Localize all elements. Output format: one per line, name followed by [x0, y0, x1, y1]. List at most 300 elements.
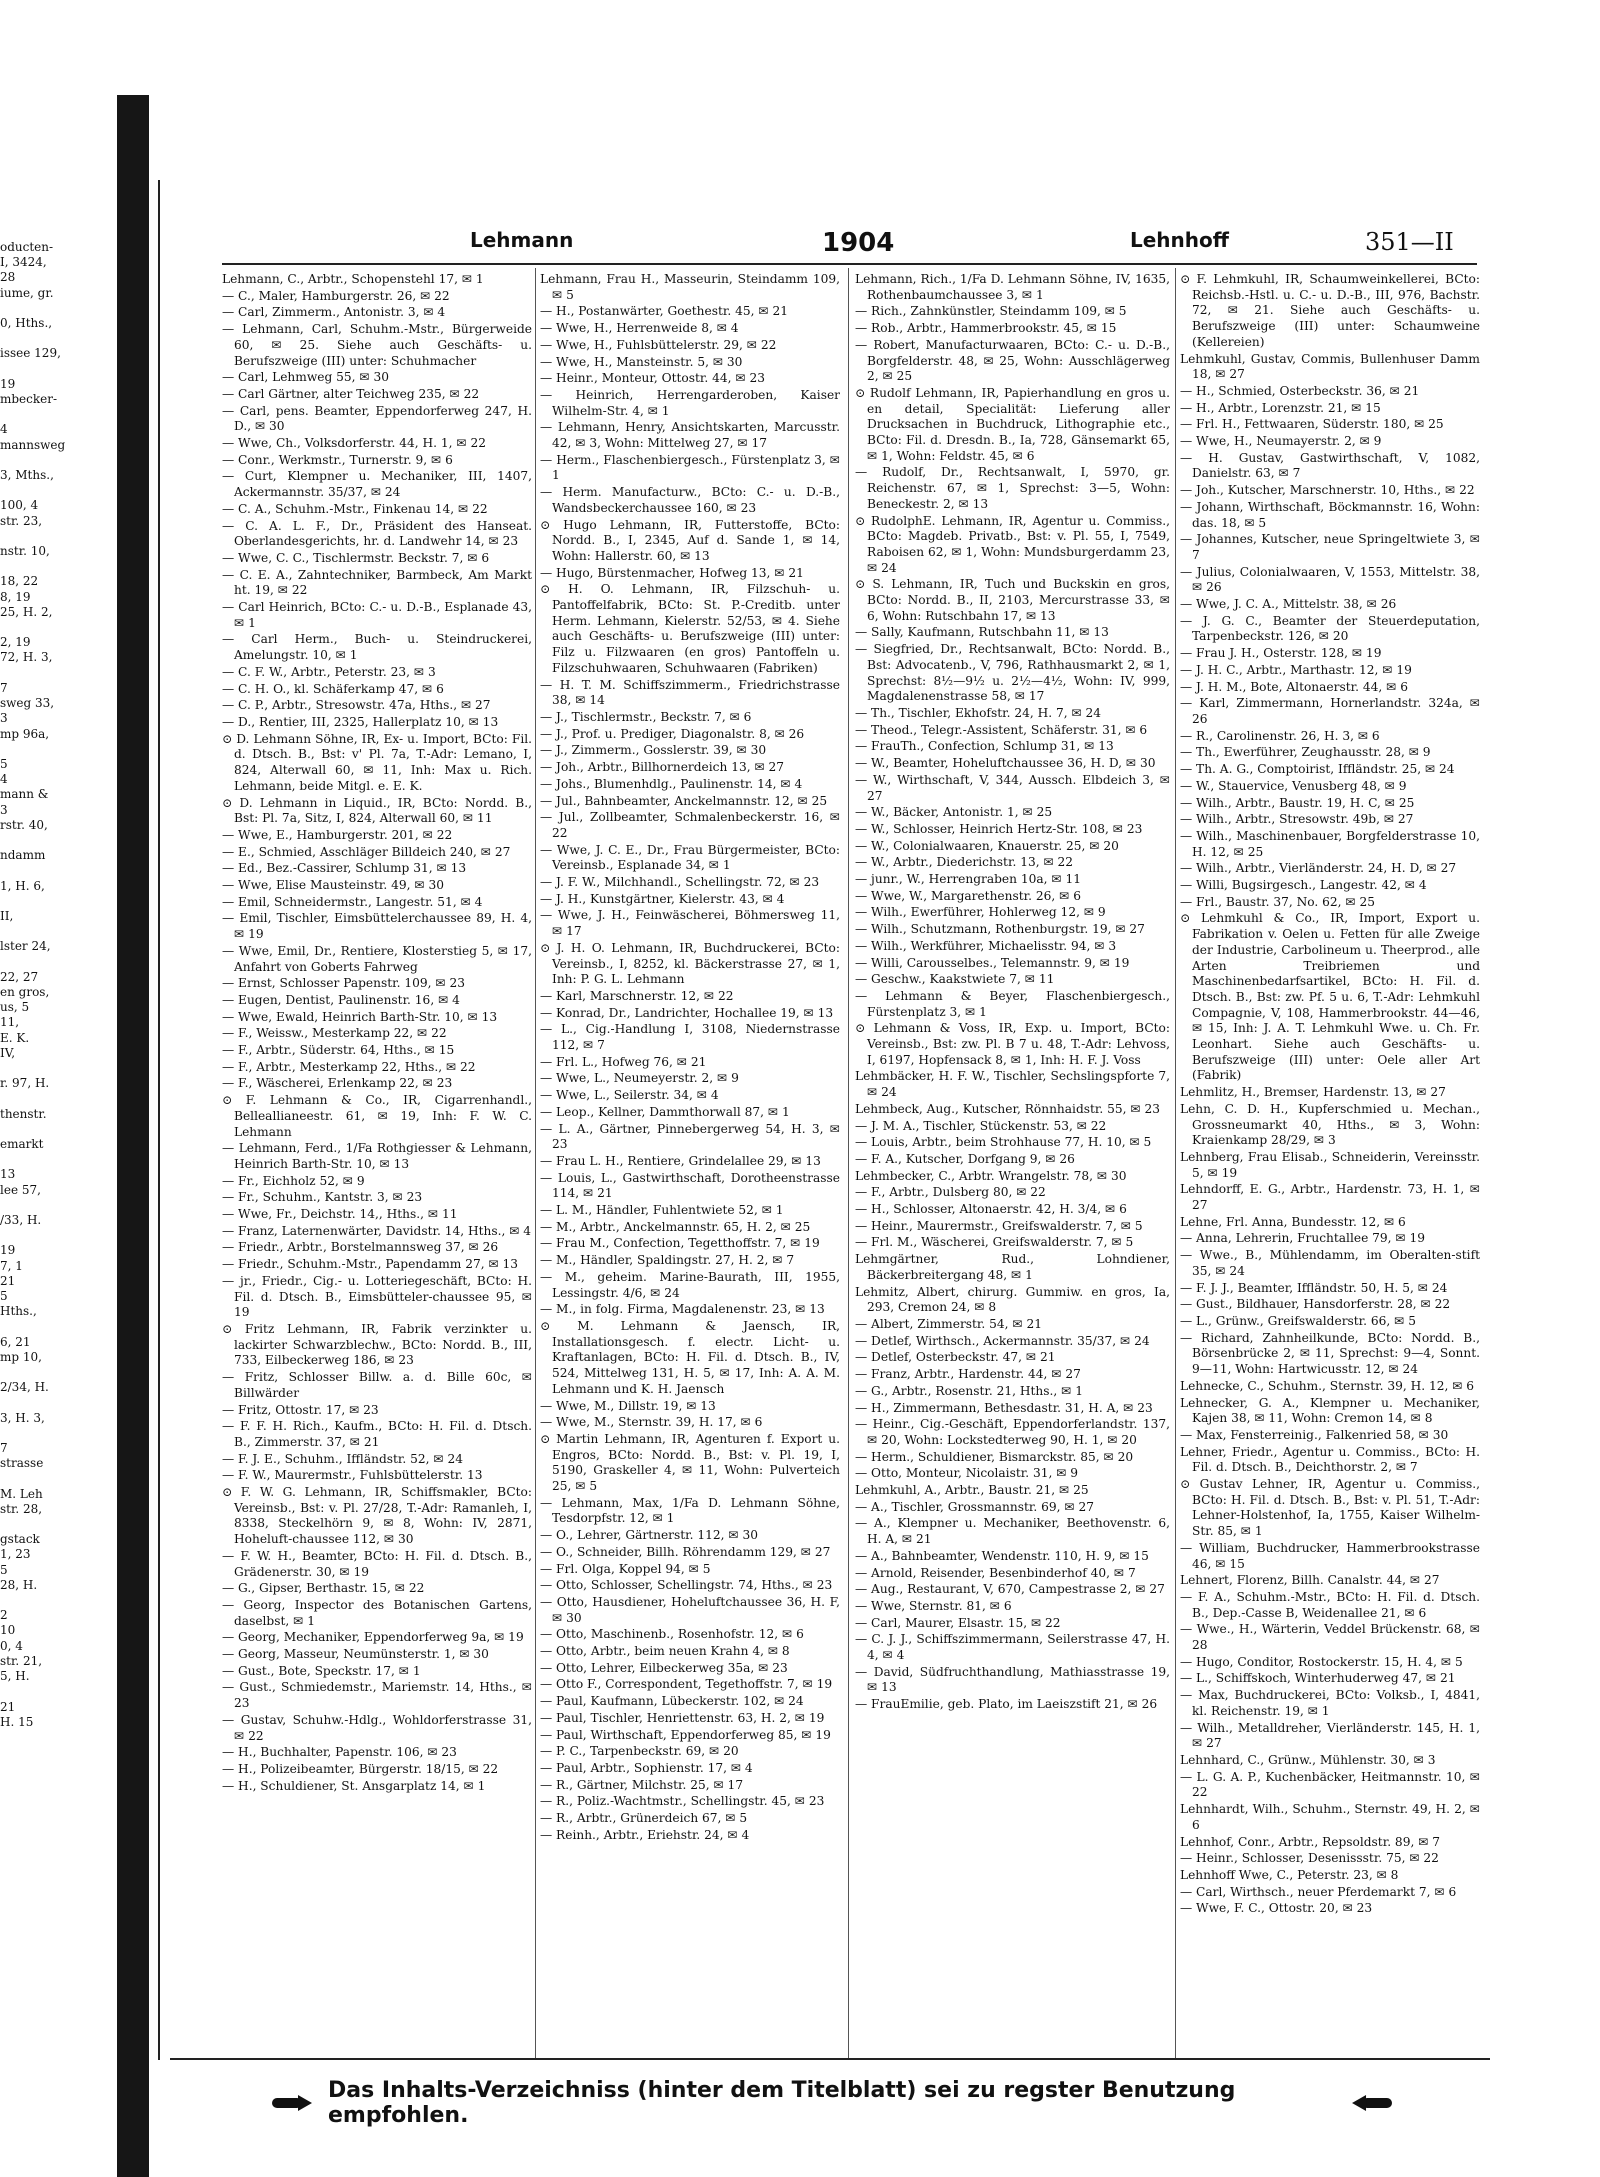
directory-entry: — Wilh., Ewerführer, Hohlerweg 12, ✉ 9: [855, 905, 1106, 920]
directory-entry: — Louis, Arbtr., beim Strohhause 77, H. 10, ✉ 5: [855, 1135, 1152, 1150]
fragment-line: [0, 1319, 112, 1334]
directory-entry: — Reinh., Arbtr., Eriehstr. 24, ✉ 4: [540, 1827, 750, 1842]
directory-entry: — Otto, Monteur, Nicolaistr. 31, ✉ 9: [855, 1466, 1079, 1481]
fragment-line: rstr. 40,: [0, 817, 48, 832]
directory-entry: — Carl, Maurer, Elsastr. 15, ✉ 22: [855, 1615, 1061, 1630]
book-spine: [117, 95, 149, 2177]
fragment-line: lee 57,: [0, 1182, 41, 1197]
directory-entry: — F. J. E., Schuhm., Iffländstr. 52, ✉ 24: [222, 1451, 463, 1466]
directory-entry: — Wilh., Arbtr., Baustr. 19, H. C, ✉ 25: [1180, 795, 1415, 810]
directory-entry: — Th. A. G., Comptoirist, Iffländstr. 25, ✉ 24: [1180, 762, 1455, 777]
fragment-line: [0, 1228, 112, 1243]
directory-entry: — C. J. J., Schiffszimmermann, Seilerstrasse 47, H. 4, ✉ 4: [855, 1632, 1170, 1663]
directory-entry: — R., Gärtner, Milchstr. 25, ✉ 17: [540, 1777, 744, 1792]
directory-entry: — H., Schlosser, Altonaerstr. 42, H. 3/4, ✉ 6: [855, 1202, 1127, 1217]
page-edge-rule: [158, 180, 160, 2060]
directory-entry: — Theod., Telegr.-Assistent, Schäferstr. 31, ✉ 6: [855, 722, 1148, 737]
footer-notice: [272, 2078, 1392, 2128]
fragment-line: [0, 453, 112, 468]
directory-entry: Lehmbäcker, H. F. W., Tischler, Sechslingspforte 7, ✉ 24: [855, 1069, 1170, 1100]
directory-entry: Lehmbecker, C., Arbtr. Wrangelstr. 78, ✉ 30: [855, 1168, 1127, 1183]
directory-entry: — Max, Buchdruckerei, BCto: Volksb., I, 4841, kl. Reichenstr. 19, ✉ 1: [1180, 1688, 1480, 1718]
footer-rule: [170, 2058, 1490, 2060]
directory-entry: Lehmkuhl, Gustav, Commis, Bullenhuser Damm 18, ✉ 27: [1180, 351, 1480, 382]
fragment-line: 18, 22: [0, 574, 39, 589]
directory-entry: — L. M., Händler, Fuhlentwiete 52, ✉ 1: [540, 1203, 784, 1218]
directory-entry: ⊙ M. Lehmann & Jaensch, IR, Installationsgesch. f. electr. Licht- u. Kraftanlagen, BCto: H. Fil. d. Dtsch. B., IV, 524, Mittelweg 131, H. 5, ✉ 17, Inh: A. A. M. Lehmann und K. H. Jaensch: [540, 1319, 840, 1396]
directory-entry: — Gust., Schmiedemstr., Mariemstr. 14, Hths., ✉ 23: [222, 1680, 532, 1711]
fragment-line: [0, 529, 112, 544]
directory-entry: — M., in folg. Firma, Magdalenenstr. 23, ✉ 13: [540, 1302, 825, 1317]
column-3: [855, 272, 1170, 2057]
directory-entry: — Carl, Wirthsch., neuer Pferdemarkt 7, ✉ 6: [1180, 1884, 1457, 1899]
directory-entry: Lehmbeck, Aug., Kutscher, Rönnhaidstr. 55, ✉ 23: [855, 1101, 1160, 1116]
fragment-line: 0, 4: [0, 1638, 23, 1653]
directory-entry: ⊙ Gustav Lehner, IR, Agentur u. Commiss., BCto: H. Fil. d. Dtsch. B., Bst: v. Pl. 51, T.-Adr: Lehner-Holstenhof, Ia, 1755, Kaiser Wilhelm-Str. 85, ✉ 1: [1180, 1477, 1480, 1539]
directory-entry: Lehnhardt, Wilh., Schuhm., Sternstr. 49, H. 2, ✉ 6: [1180, 1802, 1480, 1832]
directory-entry: Lehnecker, G. A., Klempner u. Mechaniker, Kajen 38, ✉ 11, Wohn: Cremon 14, ✉ 8: [1180, 1395, 1480, 1426]
directory-entry: — Frl. H., Fettwaaren, Süderstr. 180, ✉ 25: [1180, 417, 1444, 432]
directory-entry: — Julius, Colonialwaaren, V, 1553, Mittelstr. 38, ✉ 26: [1180, 564, 1480, 595]
directory-entry: — Wilh., Maschinenbauer, Borgfelderstrasse 10, H. 12, ✉ 25: [1180, 828, 1480, 859]
fragment-line: /33, H.: [0, 1213, 42, 1227]
directory-entry: — Carl Herm., Buch- u. Steindruckerei, Amelungstr. 10, ✉ 1: [222, 632, 532, 663]
directory-entry: — L., Schiffskoch, Winterhuderweg 47, ✉ 21: [1180, 1671, 1456, 1686]
directory-entry: — Max, Fensterreinig., Falkenried 58, ✉ 30: [1180, 1427, 1449, 1442]
directory-entry: — Otto F., Correspondent, Tegethoffstr. 7, ✉ 19: [540, 1677, 833, 1692]
directory-entry: — L., Grünw., Greifswalderstr. 66, ✉ 5: [1180, 1314, 1416, 1328]
directory-entry: — Joh., Arbtr., Billhornerdeich 13, ✉ 27: [540, 760, 785, 775]
directory-entry: — Eugen, Dentist, Paulinenstr. 16, ✉ 4: [222, 992, 460, 1007]
fragment-line: 3, Mths.,: [0, 468, 54, 483]
directory-entry: — H., Polizeibeamter, Bürgerstr. 18/15, ✉ 22: [222, 1761, 499, 1776]
directory-entry: — R., Carolinenstr. 26, H. 3, ✉ 6: [1180, 728, 1380, 743]
directory-entry: — Georg, Inspector des Botanischen Gartens, daselbst, ✉ 1: [222, 1597, 532, 1628]
directory-entry: — William, Buchdrucker, Hammerbrookstrasse 46, ✉ 15: [1180, 1540, 1480, 1571]
fragment-line: lster 24,: [0, 939, 51, 954]
fragment-line: I, 3424,: [0, 255, 47, 270]
directory-entry: — C. A. L. F., Dr., Präsident des Hanseat. Oberlandesgerichts, hr. d. Landwehr 14, ✉ 23: [222, 518, 532, 549]
directory-entry: — Herm., Flaschenbiergesch., Fürstenplatz 3, ✉ 1: [540, 452, 840, 483]
fragment-line: 13: [0, 1167, 16, 1182]
directory-entry: — Otto, Hausdiener, Hoheluftchaussee 36, H. F, ✉ 30: [540, 1594, 840, 1625]
directory-entry: — Rudolf, Dr., Rechtsanwalt, I, 5970, gr. Reichenstr. 67, ✉ 1, Sprechst: 3—5, Wohn: Beneckestr. 2, ✉ 13: [855, 465, 1170, 511]
directory-entry: — Carl Gärtner, alter Teichweg 235, ✉ 22: [222, 386, 480, 401]
directory-entry: — W., Schlosser, Heinrich Hertz-Str. 108, ✉ 23: [855, 821, 1143, 836]
fragment-line: 19: [0, 1243, 16, 1258]
directory-entry: Lehmlitz, H., Bremser, Hardenstr. 13, ✉ 27: [1180, 1085, 1446, 1100]
directory-entry: — J., Prof. u. Prediger, Diagonalstr. 8, ✉ 26: [540, 726, 805, 741]
column-1: [222, 272, 532, 2057]
directory-entry: — Wwe, H., Herrenweide 8, ✉ 4: [540, 321, 739, 336]
directory-entry: — Fr., Schuhm., Kantstr. 3, ✉ 23: [222, 1190, 423, 1205]
directory-entry: — C. H. O., kl. Schäferkamp 47, ✉ 6: [222, 681, 444, 696]
directory-entry: — Hugo, Conditor, Rostockerstr. 15, H. 4, ✉ 5: [1180, 1654, 1463, 1669]
fragment-line: [0, 362, 112, 377]
directory-entry: — Otto, Arbtr., beim neuen Krahn 4, ✉ 8: [540, 1644, 790, 1659]
directory-entry: ⊙ J. H. O. Lehmann, IR, Buchdruckerei, BCto: Vereinsb., I, 8252, kl. Bäckerstrasse 27, ✉ 1, Inh: P. G. L. Lehmann: [540, 940, 840, 987]
directory-entry: — O., Schneider, Billh. Röhrendamm 129, ✉ 27: [540, 1544, 831, 1559]
directory-entry: — F. F. H. Rich., Kaufm., BCto: H. Fil. d. Dtsch. B., Zimmerstr. 37, ✉ 21: [222, 1419, 532, 1449]
directory-entry: — Gust., Bote, Speckstr. 17, ✉ 1: [222, 1663, 421, 1678]
column-divider: [848, 268, 849, 2058]
fragment-line: [0, 483, 112, 498]
fragment-line: 0, Hths.,: [0, 316, 53, 331]
fragment-line: 7: [0, 680, 8, 695]
column-divider: [1175, 268, 1176, 2058]
directory-entry: — H. T. M. Schiffszimmerm., Friedrichstrasse 38, ✉ 14: [540, 677, 840, 708]
directory-entry: — Wilh., Arbtr., Vierländerstr. 24, H. D, ✉ 27: [1180, 861, 1457, 876]
directory-entry: — Franz, Arbtr., Hardenstr. 44, ✉ 27: [855, 1367, 1081, 1382]
fragment-line: 22, 27: [0, 969, 39, 984]
directory-entry: — J., Zimmerm., Gosslerstr. 39, ✉ 30: [540, 743, 767, 758]
directory-entry: — E., Schmied, Asschläger Billdeich 240, ✉ 27: [222, 844, 511, 859]
directory-entry: — Franz, Laternenwärter, Davidstr. 14, Hths., ✉ 4: [222, 1223, 532, 1238]
fragment-line: oducten-: [0, 240, 54, 254]
fragment-line: us, 5: [0, 1000, 30, 1015]
directory-entry: — Wwe, L., Neumeyerstr. 2, ✉ 9: [540, 1071, 739, 1086]
directory-entry: — Heinr., Maurermstr., Greifswalderstr. 7, ✉ 5: [855, 1218, 1143, 1233]
directory-entry: — F. A., Schuhm.-Mstr., BCto: H. Fil. d. Dtsch. B., Dep.-Casse B, Weidenallee 21, ✉ 6: [1180, 1589, 1480, 1620]
directory-entry: — Frau L. H., Rentiere, Grindelallee 29, ✉ 13: [540, 1153, 821, 1168]
directory-entry: — H., Buchhalter, Papenstr. 106, ✉ 23: [222, 1745, 457, 1760]
directory-entry: — Lehmann, Henry, Ansichtskarten, Marcusstr. 42, ✉ 3, Wohn: Mittelweg 27, ✉ 17: [540, 420, 840, 451]
directory-entry: — Emil, Tischler, Eimsbüttelerchaussee 89, H. 4, ✉ 19: [222, 911, 532, 942]
fragment-line: 5: [0, 1289, 8, 1304]
directory-entry: ⊙ Martin Lehmann, IR, Agenturen f. Export u. Engros, BCto: Nordd. B., Bst: v. Pl. 19, I, 5190, Graskeller 4, ✉ 11, Wohn: Pulverteich 25, ✉ 5: [540, 1431, 840, 1494]
directory-entry: ⊙ RudolphE. Lehmann, IR, Agentur u. Commiss., BCto: Magdeb. Privatb., Bst: v. Pl. 55, I, 7549, Raboisen 62, ✉ 1, Wohn: Mundsburgerdamm 23, ✉ 24: [855, 513, 1170, 575]
directory-entry: — F. W. H., Beamter, BCto: H. Fil. d. Dtsch. B., Grädenerstr. 30, ✉ 19: [222, 1548, 532, 1579]
directory-entry: ⊙ Hugo Lehmann, IR, Futterstoffe, BCto: Nordd. B., I, 2345, Auf d. Sande 1, ✉ 14, Wohn: Hallerstr. 60, ✉ 13: [540, 517, 840, 563]
directory-entry: — F., Wäscherei, Erlenkamp 22, ✉ 23: [222, 1076, 453, 1091]
directory-entry: — C. F. W., Arbtr., Peterstr. 23, ✉ 3: [222, 664, 436, 679]
fragment-line: 5, H.: [0, 1669, 30, 1684]
directory-entry: — P. C., Tarpenbeckstr. 69, ✉ 20: [540, 1744, 739, 1759]
directory-entry: — C., Maler, Hamburgerstr. 26, ✉ 22: [222, 288, 450, 303]
fragment-line: [0, 331, 112, 346]
directory-entry: — Wwe, Emil, Dr., Rentiere, Klosterstieg 5, ✉ 17, Anfahrt von Goberts Fahrweg: [222, 943, 532, 974]
directory-entry: — Paul, Arbtr., Sophienstr. 17, ✉ 4: [540, 1760, 753, 1775]
fragment-line: 6, 21: [0, 1334, 31, 1349]
directory-entry: — junr., W., Herrengraben 10a, ✉ 11: [855, 872, 1081, 887]
directory-entry: — Rich., Zahnkünstler, Steindamm 109, ✉ 5: [855, 304, 1127, 319]
directory-entry: — Johs., Blumenhdlg., Paulinenstr. 14, ✉ 4: [540, 776, 803, 791]
directory-entry: — Ed., Bez.-Cassirer, Schlump 31, ✉ 13: [222, 861, 467, 876]
directory-entry: — J., Tischlermstr., Beckstr. 7, ✉ 6: [540, 709, 752, 724]
fragment-line: en gros,: [0, 984, 50, 999]
directory-entry: Lehnhard, C., Grünw., Mühlenstr. 30, ✉ 3: [1180, 1752, 1436, 1767]
directory-entry: — Wilh., Arbtr., Stresowstr. 49b, ✉ 27: [1180, 812, 1414, 827]
directory-entry: — Curt, Klempner u. Mechaniker, III, 1407, Ackermannstr. 35/37, ✉ 24: [222, 469, 532, 500]
directory-entry: ⊙ F. W. G. Lehmann, IR, Schiffsmakler, BCto: Vereinsb., Bst: v. Pl. 27/28, T.-Adr: Ramanleh, I, 8338, Steckelhörn 9, ✉ 8, Wohn: IV, 2871, Hoheluft-chaussee 112, ✉ 30: [222, 1485, 532, 1547]
fragment-line: 5: [0, 756, 8, 771]
fragment-line: [0, 407, 112, 422]
fragment-line: str. 23,: [0, 513, 43, 528]
directory-entry: — Heinrich, Herrengarderoben, Kaiser Wilhelm-Str. 4, ✉ 1: [540, 387, 840, 418]
directory-entry: — Herm., Schuldiener, Bismarckstr. 85, ✉ 20: [855, 1449, 1134, 1464]
fragment-line: issee 129,: [0, 346, 61, 361]
fragment-line: [0, 924, 112, 939]
directory-entry: Lehmann, Rich., 1/Fa D. Lehmann Söhne, IV, 1635, Rothenbaumchaussee 3, ✉ 1: [855, 272, 1170, 302]
directory-entry: — Detlef, Wirthsch., Ackermannstr. 35/37, ✉ 24: [855, 1333, 1150, 1348]
directory-entry: — Wwe., B., Mühlendamm, im Oberalten-stift 35, ✉ 24: [1180, 1248, 1480, 1278]
fragment-line: 72, H. 3,: [0, 650, 53, 665]
directory-entry: — Jul., Bahnbeamter, Anckelmannstr. 12, ✉ 25: [540, 793, 828, 808]
fragment-line: sweg 33,: [0, 696, 55, 711]
directory-entry: — Carl Heinrich, BCto: C.- u. D.-B., Esplanade 43, ✉ 1: [222, 600, 532, 630]
directory-entry: — Conr., Werkmstr., Turnerstr. 9, ✉ 6: [222, 452, 453, 467]
fragment-line: 2: [0, 1608, 8, 1623]
fragment-line: mannsweg: [0, 437, 66, 452]
fragment-line: 7, 1: [0, 1258, 23, 1273]
directory-entry: — Friedr., Schuhm.-Mstr., Papendamm 27, ✉ 13: [222, 1257, 519, 1272]
fragment-line: [0, 742, 112, 757]
fragment-line: mann &: [0, 787, 49, 802]
directory-entry: — Wilh., Werkführer, Michaelisstr. 94, ✉ 3: [855, 938, 1117, 953]
fragment-line: [0, 1395, 112, 1410]
directory-entry: — O., Lehrer, Gärtnerstr. 112, ✉ 30: [540, 1528, 758, 1543]
directory-entry: — H., Schuldiener, St. Ansgarplatz 14, ✉ 1: [222, 1778, 486, 1793]
directory-entry: — David, Südfruchthandlung, Mathiasstrasse 19, ✉ 13: [855, 1664, 1170, 1695]
fragment-line: [0, 1122, 112, 1137]
directory-entry: — Lehmann, Max, 1/Fa D. Lehmann Söhne, Tesdorpfstr. 12, ✉ 1: [540, 1495, 840, 1526]
directory-entry: — Carl, Lehmweg 55, ✉ 30: [222, 370, 390, 385]
directory-entry: — Wwe, H., Neumayerstr. 2, ✉ 9: [1180, 434, 1382, 449]
directory-entry: — J. G. C., Beamter der Steuerdeputation, Tarpenbeckstr. 126, ✉ 20: [1180, 613, 1480, 644]
directory-entry: — Wwe., H., Wärterin, Veddel Brückenstr. 68, ✉ 28: [1180, 1622, 1480, 1653]
directory-entry: — Wwe, J. C. A., Mittelstr. 38, ✉ 26: [1180, 597, 1397, 612]
directory-entry: — W., Stauervice, Venusberg 48, ✉ 9: [1180, 778, 1407, 793]
directory-entry: — D., Rentier, III, 2325, Hallerplatz 10, ✉ 13: [222, 714, 499, 729]
fragment-line: gstack: [0, 1532, 40, 1547]
directory-entry: — F. W., Maurermstr., Fuhlsbüttelerstr. 13: [222, 1468, 483, 1483]
directory-entry: Lehne, Frl. Anna, Bundesstr. 12, ✉ 6: [1180, 1214, 1406, 1229]
fragment-line: [0, 1365, 112, 1380]
directory-entry: — Leop., Kellner, Dammthorwall 87, ✉ 1: [540, 1104, 790, 1119]
directory-entry: — Wwe, M., Dillstr. 19, ✉ 13: [540, 1398, 716, 1413]
directory-entry: — Willi, Bugsirgesch., Langestr. 42, ✉ 4: [1180, 878, 1427, 893]
directory-entry: — Heinr., Cig.-Geschäft, Eppendorferlandstr. 137, ✉ 20, Wohn: Lockstedterweg 90, H. 1, ✉ 20: [855, 1417, 1170, 1447]
directory-entry: — Th., Ewerführer, Zeughausstr. 28, ✉ 9: [1180, 745, 1431, 760]
directory-entry: — A., Tischler, Grossmannstr. 69, ✉ 27: [855, 1499, 1094, 1514]
fragment-line: 3, H. 3,: [0, 1410, 45, 1425]
directory-entry: ⊙ D. Lehmann in Liquid., IR, BCto: Nordd. B., Bst: Pl. 7a, Sitz, I, 824, Alterwall 60, ✉ 11: [222, 795, 532, 826]
directory-entry: — Wwe, C. C., Tischlermstr. Beckstr. 7, ✉ 6: [222, 550, 490, 565]
directory-entry: — Richard, Zahnheilkunde, BCto: Nordd. B., Börsenbrücke 2, ✉ 11, Sprechst: 9—4, Sonnt. 9—11, Wohn: Hartwicusstr. 12, ✉ 24: [1180, 1330, 1480, 1377]
directory-entry: — Wilh., Metalldreher, Vierländerstr. 145, H. 1, ✉ 27: [1180, 1720, 1480, 1751]
directory-entry: — Heinr., Schlosser, Desenissstr. 75, ✉ 22: [1180, 1851, 1439, 1866]
directory-entry: — Konrad, Dr., Landrichter, Hochallee 19, ✉ 13: [540, 1005, 834, 1020]
directory-entry: Lehmann, Frau H., Masseurin, Steindamm 109, ✉ 5: [540, 272, 840, 302]
directory-entry: — Carl, Zimmerm., Antonistr. 3, ✉ 4: [222, 305, 446, 320]
directory-entry: — C. P., Arbtr., Stresowstr. 47a, Hths., ✉ 27: [222, 698, 491, 713]
directory-entry: — Aug., Restaurant, V, 670, Campestrasse 2, ✉ 27: [855, 1582, 1165, 1597]
directory-entry: — Gustav, Schuhw.-Hdlg., Wohldorferstrasse 31, ✉ 22: [222, 1712, 532, 1743]
fragment-line: [0, 833, 112, 848]
fragment-line: 10: [0, 1623, 16, 1638]
directory-entry: — J. F. W., Milchhandl., Schellingstr. 72, ✉ 23: [540, 875, 820, 890]
directory-entry: ⊙ H. O. Lehmann, IR, Filzschuh- u. Pantoffelfabrik, BCto: St. P.-Creditb. unter Herm. Lehmann, Kielerstr. 52/53, ✉ 4. Siehe auch Geschäfts- u. Berufszweige (III) unter: Filz u. Filzwaaren (en gros) Pantoffeln u. Filzschuhwaaren, Schuhwaaren (Fabriken): [540, 582, 840, 675]
directory-entry: — FrauEmilie, geb. Plato, im Laeiszstift 21, ✉ 26: [855, 1697, 1158, 1712]
directory-entry: — Fritz, Schlosser Billw. a. d. Bille 60c, ✉ Billwärder: [222, 1370, 532, 1400]
directory-entry: — Wwe, H., Fuhlsbüttelerstr. 29, ✉ 22: [540, 337, 777, 352]
fragment-line: [0, 863, 112, 878]
directory-entry: — W., Wirthschaft, V, 344, Aussch. Elbdeich 3, ✉ 27: [855, 772, 1170, 803]
directory-entry: — Wwe, Ewald, Heinrich Barth-Str. 10, ✉ 13: [222, 1009, 498, 1024]
fragment-line: 8, 19: [0, 589, 31, 604]
pointing-hand-icon: [1350, 2093, 1392, 2113]
directory-entry: — Wwe, E., Hamburgerstr. 201, ✉ 22: [222, 827, 453, 842]
fragment-line: mp 96a,: [0, 726, 50, 741]
fragment-line: 2/34, H.: [0, 1380, 49, 1395]
header-year: 1904: [822, 228, 895, 258]
directory-entry: Lehmkuhl, A., Arbtr., Baustr. 21, ✉ 25: [855, 1483, 1089, 1498]
directory-entry: — G., Arbtr., Rosenstr. 21, Hths., ✉ 1: [855, 1383, 1083, 1398]
fragment-line: mp 10,: [0, 1349, 42, 1364]
directory-entry: — A., Klempner u. Mechaniker, Beethovenstr. 6, H. A, ✉ 21: [855, 1516, 1170, 1547]
directory-entry: Lehnhof, Conr., Arbtr., Repsoldstr. 89, ✉ 7: [1180, 1834, 1441, 1849]
fragment-line: [0, 1684, 112, 1699]
directory-entry: — F., Arbtr., Mesterkamp 22, Hths., ✉ 22: [222, 1059, 476, 1074]
fragment-line: [0, 1198, 112, 1213]
directory-entry: — Lehmann & Beyer, Flaschenbiergesch., Fürstenplatz 3, ✉ 1: [855, 988, 1170, 1019]
directory-entry: — C. E. A., Zahntechniker, Barmbeck, Am Markt ht. 19, ✉ 22: [222, 567, 532, 598]
fragment-line: 100, 4: [0, 498, 39, 513]
fragment-line: r. 97, H.: [0, 1076, 50, 1091]
directory-entry: — Frl. L., Hofweg 76, ✉ 21: [540, 1054, 707, 1069]
directory-entry: — Frau J. H., Osterstr. 128, ✉ 19: [1180, 646, 1382, 661]
directory-entry: — L., Cig.-Handlung I, 3108, Niedernstrasse 112, ✉ 7: [540, 1022, 840, 1053]
directory-entry: — Wwe, W., Margarethenstr. 26, ✉ 6: [855, 888, 1081, 903]
directory-entry: — H., Postanwärter, Goethestr. 45, ✉ 21: [540, 304, 788, 319]
fragment-line: [0, 955, 112, 970]
directory-entry: — Frl. M., Wäscherei, Greifswalderstr. 7, ✉ 5: [855, 1235, 1134, 1250]
directory-entry: — R., Poliz.-Wachtmstr., Schellingstr. 45, ✉ 23: [540, 1794, 825, 1809]
directory-entry: — J. H. M., Bote, Altonaerstr. 44, ✉ 6: [1180, 679, 1408, 694]
fragment-line: 21: [0, 1699, 16, 1714]
directory-entry: — Otto, Lehrer, Eilbeckerweg 35a, ✉ 23: [540, 1660, 788, 1675]
directory-entry: — Paul, Kaufmann, Lübeckerstr. 102, ✉ 24: [540, 1694, 804, 1709]
directory-entry: — Joh., Kutscher, Marschnerstr. 10, Hths., ✉ 22: [1180, 483, 1475, 498]
fragment-line: [0, 301, 112, 316]
directory-entry: Lehnecke, C., Schuhm., Sternstr. 39, H. 12, ✉ 6: [1180, 1378, 1475, 1393]
fragment-line: E. K.: [0, 1030, 30, 1045]
directory-entry: — Frl., Baustr. 37, No. 62, ✉ 25: [1180, 894, 1375, 909]
fragment-line: 7: [0, 1441, 8, 1456]
pointing-hand-icon: [272, 2093, 314, 2113]
header-left-keyword: Lehmann: [470, 228, 574, 252]
directory-entry: — L. G. A. P., Kuchenbäcker, Heitmannstr. 10, ✉ 22: [1180, 1769, 1480, 1800]
directory-entry: — Wwe, H., Mansteinstr. 5, ✉ 30: [540, 354, 743, 369]
fragment-line: M. Leh: [0, 1486, 43, 1501]
directory-entry: — Gust., Bildhauer, Hansdorferstr. 28, ✉ 22: [1180, 1297, 1451, 1312]
directory-entry: — Albert, Zimmerstr. 54, ✉ 21: [855, 1317, 1043, 1331]
fragment-line: 3: [0, 711, 8, 726]
directory-entry: — Wwe, Elise Mausteinstr. 49, ✉ 30: [222, 878, 444, 893]
fragment-line: [0, 1471, 112, 1486]
directory-entry: — M., Arbtr., Anckelmannstr. 65, H. 2, ✉ 25: [540, 1219, 811, 1234]
fragment-line: 28: [0, 270, 16, 285]
fragment-line: 25, H. 2,: [0, 604, 53, 619]
directory-entry: — F., Arbtr., Dulsberg 80, ✉ 22: [855, 1185, 1046, 1200]
directory-entry: — W., Colonialwaaren, Knauerstr. 25, ✉ 20: [855, 838, 1119, 853]
directory-entry: — Karl, Marschnerstr. 12, ✉ 22: [540, 988, 734, 1003]
fragment-line: [0, 666, 112, 681]
directory-entry: — W., Bäcker, Antonistr. 1, ✉ 25: [855, 805, 1053, 820]
directory-entry: — M., Händler, Spaldingstr. 27, H. 2, ✉ 7: [540, 1253, 795, 1268]
directory-entry: Lehnberg, Frau Elisab., Schneiderin, Vereinsstr. 5, ✉ 19: [1180, 1149, 1480, 1180]
directory-entry: ⊙ S. Lehmann, IR, Tuch und Buckskin en gros, BCto: Nordd. B., II, 2103, Mercurstrasse 33, ✉ 6, Wohn: Rutschbahn 17, ✉ 13: [855, 577, 1170, 623]
directory-entry: — F., Arbtr., Süderstr. 64, Hths., ✉ 15: [222, 1043, 455, 1058]
directory-entry: — Fr., Eichholz 52, ✉ 9: [222, 1173, 365, 1188]
fragment-line: 3: [0, 802, 8, 817]
fragment-line: 19: [0, 376, 16, 391]
directory-entry: Lehmann, C., Arbtr., Schopenstehl 17, ✉ 1: [222, 272, 484, 286]
directory-entry: ⊙ Fritz Lehmann, IR, Fabrik verzinkter u. lackirter Schwarzblechw., BCto: Nordd. B., III, 733, Eilbeckerweg 186, ✉ 23: [222, 1322, 532, 1368]
directory-entry: — C. A., Schuhm.-Mstr., Finkenau 14, ✉ 22: [222, 501, 488, 516]
directory-entry: Lehmitz, Albert, chirurg. Gummiw. en gros, Ia, 293, Cremon 24, ✉ 8: [855, 1284, 1170, 1315]
directory-entry: — F. A., Kutscher, Dorfgang 9, ✉ 26: [855, 1151, 1075, 1166]
directory-entry: — M., geheim. Marine-Baurath, III, 1955, Lessingstr. 4/6, ✉ 24: [540, 1269, 840, 1300]
directory-entry: Lehn, C. D. H., Kupferschmied u. Mechan., Grossneumarkt 40, Hths., ✉ 3, Wohn: Kraienkamp 28/29, ✉ 3: [1180, 1101, 1480, 1148]
adjacent-page-fragment: [0, 240, 112, 2100]
directory-entry: — Wwe, L., Seilerstr. 34, ✉ 4: [540, 1088, 719, 1103]
fragment-line: [0, 559, 112, 574]
directory-entry: — jr., Friedr., Cig.- u. Lotteriegeschäft, BCto: H. Fil. d. Dtsch. B., Eimsbütteler-chaussee 95, ✉ 19: [222, 1273, 532, 1320]
directory-entry: — Paul, Tischler, Henriettenstr. 63, H. 2, ✉ 19: [540, 1710, 825, 1725]
directory-entry: — Geschw., Kaakstwiete 7, ✉ 11: [855, 972, 1055, 987]
directory-entry: ⊙ Lehmkuhl & Co., IR, Import, Export u. Fabrikation v. Oelen u. Fetten für alle Zweige der Industrie, Carbolineum u. Theerprod., alle Arten Treibriemen und Maschinenbedarfsartikel, BCto: H. Fil. d. Dtsch. B., Bst: zw. Pf. 5 u. 6, T.-Adr: Lehmkuhl Compagnie, V, 108, Hammerbrookstr. 44—46, ✉ 15, Inh: J. A. T. Lehmkuhl Wwe. u. Ch. Fr. Leonhart. Siehe auch Geschäfts- u. Berufszweige (III) unter: Oele aller Art (Fabrik): [1180, 911, 1480, 1083]
fragment-line: 28, H.: [0, 1577, 38, 1592]
column-4: [1180, 272, 1480, 2057]
directory-entry: Lehmgärtner, Rud., Lohndiener, Bäckerbreitergang 48, ✉ 1: [855, 1252, 1170, 1282]
directory-entry: — Siegfried, Dr., Rechtsanwalt, BCto: Nordd. B., Bst: Advocatenb., V, 796, Rathhausmarkt 2, ✉ 1, Sprechst: 8½—9½ u. 2½—4½, Wohn: IV, 999, Magdalenenstrasse 58, ✉ 17: [855, 642, 1170, 704]
directory-entry: Lehnhoff Wwe, C., Peterstr. 23, ✉ 8: [1180, 1867, 1399, 1882]
directory-entry: — Wwe, J. H., Feinwäscherei, Böhmersweg 11, ✉ 17: [540, 908, 840, 939]
fragment-line: [0, 1517, 112, 1532]
directory-entry: — Heinr., Monteur, Ottostr. 44, ✉ 23: [540, 371, 765, 386]
fragment-line: strasse: [0, 1456, 44, 1471]
directory-entry: — Hugo, Bürstenmacher, Hofweg 13, ✉ 21: [540, 565, 804, 580]
fragment-line: [0, 1426, 112, 1441]
directory-entry: — FrauTh., Confection, Schlump 31, ✉ 13: [855, 739, 1114, 754]
directory-entry: — Rob., Arbtr., Hammerbrookstr. 45, ✉ 15: [855, 321, 1117, 336]
directory-entry: — Sally, Kaufmann, Rutschbahn 11, ✉ 13: [855, 625, 1109, 640]
directory-entry: — Wwe, J. C. E., Dr., Frau Bürgermeister, BCto: Vereinsb., Esplanade 34, ✉ 1: [540, 842, 840, 873]
fragment-line: H. 15: [0, 1714, 34, 1729]
fragment-line: 1, H. 6,: [0, 878, 45, 893]
directory-entry: — J. H. C., Arbtr., Marthastr. 12, ✉ 19: [1180, 662, 1412, 677]
directory-entry: — Detlef, Osterbeckstr. 47, ✉ 21: [855, 1350, 1056, 1365]
directory-entry: — Georg, Masseur, Neumünsterstr. 1, ✉ 30: [222, 1647, 489, 1662]
fragment-line: thenstr.: [0, 1106, 47, 1121]
fragment-line: IV,: [0, 1045, 16, 1060]
directory-entry: — Willi, Carousselbes., Telemannstr. 9, ✉ 19: [855, 955, 1130, 970]
directory-entry: — Friedr., Arbtr., Borstelmannsweg 37, ✉ 26: [222, 1240, 499, 1255]
directory-entry: — W., Arbtr., Diederichstr. 13, ✉ 22: [855, 855, 1074, 870]
directory-entry: — G., Gipser, Berthastr. 15, ✉ 22: [222, 1581, 425, 1596]
directory-entry: — Anna, Lehrerin, Fruchtallee 79, ✉ 19: [1180, 1231, 1426, 1246]
fragment-line: [0, 1061, 112, 1076]
directory-entry: — F., Weissw., Mesterkamp 22, ✉ 22: [222, 1026, 447, 1041]
header-right-keyword: Lehnhoff: [1130, 228, 1229, 252]
fragment-line: str. 21,: [0, 1653, 43, 1668]
directory-entry: — H., Arbtr., Lorenzstr. 21, ✉ 15: [1180, 400, 1381, 415]
directory-entry: Lehnert, Florenz, Billh. Canalstr. 44, ✉ 27: [1180, 1573, 1440, 1588]
fragment-line: [0, 1593, 112, 1608]
directory-entry: — Lehmann, Ferd., 1/Fa Rothgiesser & Lehmann, Heinrich Barth-Str. 10, ✉ 13: [222, 1141, 532, 1171]
directory-entry: — H., Schmied, Osterbeckstr. 36, ✉ 21: [1180, 383, 1420, 398]
